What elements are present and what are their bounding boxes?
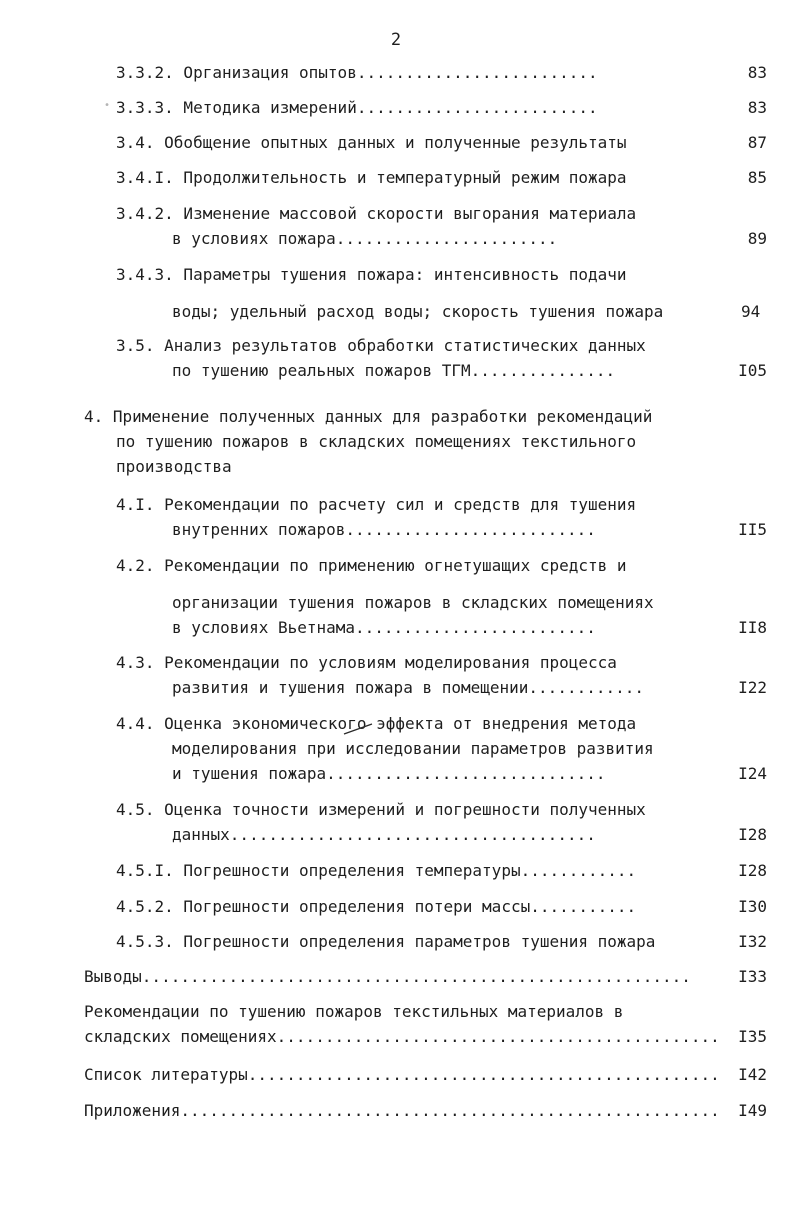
toc-entry-page: I30 — [738, 897, 767, 916]
toc-entry-title-cont: складских помещениях.............................................. — [84, 1027, 720, 1046]
toc-entry-page: 83 — [747, 98, 767, 117]
toc-entry-title-cont: воды; удельный расход воды; скорость тушения пожара — [172, 302, 664, 321]
toc-entry-title: 4.I. Рекомендации по расчету сил и средств для тушения — [116, 495, 637, 514]
toc-entry-4-1 — [116, 492, 767, 542]
toc-entry-title: 4.2. Рекомендации по применению огнетушащих средств и — [116, 556, 627, 575]
toc-entry-title: 4.5.2. Погрешности определения потери массы........... — [116, 897, 637, 916]
toc-entry-title-cont: производства — [116, 457, 232, 476]
toc-entry-3-4-2 — [116, 201, 767, 251]
toc-entry-title-cont: данных...................................... — [172, 825, 596, 844]
toc-entry-title: 3.4.3. Параметры тушения пожара: интенсивность подачи — [116, 265, 627, 284]
toc-entry-4-4 — [116, 711, 767, 786]
toc-entry-page: I28 — [738, 861, 767, 880]
pen-correction-mark — [342, 722, 376, 736]
toc-entry-page: 94 — [741, 302, 761, 321]
toc-entry-3-5 — [116, 333, 767, 383]
toc-entry-page: 85 — [747, 168, 767, 187]
toc-entry-title: 3.4.I. Продолжительность и температурный режим пожара — [116, 168, 627, 187]
toc-entry-3-4 — [116, 130, 767, 155]
toc-entry-recommendations — [84, 999, 767, 1049]
toc-entry-title-cont: по тушению пожаров в складских помещениях текстильного — [116, 432, 637, 451]
toc-entry-title-cont: в условиях пожара....................... — [172, 229, 558, 248]
toc-entry-title: Список литературы................................................. — [84, 1065, 720, 1084]
toc-entry-references — [84, 1062, 767, 1087]
toc-entry-title-cont: развития и тушения пожара в помещении............ — [172, 678, 645, 697]
toc-entry-page: I35 — [738, 1027, 767, 1046]
toc-entry-page: I05 — [738, 361, 767, 380]
toc-entry-3-3-2 — [116, 60, 767, 85]
toc-entry-4-3 — [116, 650, 767, 700]
toc-entry-page: 83 — [747, 63, 767, 82]
toc-entry-title: 4.4. Оценка экономического эффекта от внедрения метода — [116, 714, 637, 733]
toc-entry-page: I42 — [738, 1065, 767, 1084]
toc-entry-page: I33 — [738, 967, 767, 986]
toc-entry-title: 3.4.2. Изменение массовой скорости выгорания материала — [116, 204, 637, 223]
toc-entry-4-2 — [116, 553, 767, 640]
toc-entry-conclusions — [84, 964, 767, 989]
toc-entry-page: 87 — [747, 133, 767, 152]
toc-entry-page: I32 — [738, 932, 767, 951]
toc-entry-title: Выводы......................................................... — [84, 967, 691, 986]
toc-chapter-4 — [84, 404, 767, 479]
toc-entry-title: 4.5. Оценка точности измерений и погрешности полученных — [116, 800, 646, 819]
toc-entry-title-cont: и тушения пожара............................. — [172, 764, 606, 783]
toc-entry-title: 3.5. Анализ результатов обработки статистических данных — [116, 336, 646, 355]
toc-entry-page: II5 — [738, 520, 767, 539]
toc-entry-page: II8 — [738, 618, 767, 637]
toc-entry-page: I22 — [738, 678, 767, 697]
toc-entry-4-5-3 — [116, 929, 767, 954]
toc-entry-title: 3.3.2. Организация опытов......................... — [116, 63, 598, 82]
toc-entry-title-cont: организации тушения пожаров в складских помещениях — [172, 593, 654, 612]
toc-entry-4-5-2 — [116, 894, 767, 919]
toc-entry-title-cont: внутренних пожаров.......................... — [172, 520, 596, 539]
stray-mark: • — [104, 100, 111, 111]
toc-entry-title: 3.4. Обобщение опытных данных и полученные результаты — [116, 133, 627, 152]
toc-entry-title: Приложения........................................................ — [84, 1101, 720, 1120]
toc-entry-title: 4.3. Рекомендации по условиям моделирования процесса — [116, 653, 617, 672]
toc-entry-title-cont: моделирования при исследовании параметров развития — [172, 739, 654, 758]
toc-entry-page: I24 — [738, 764, 767, 783]
toc-entry-4-5-1 — [116, 858, 767, 883]
toc-entry-page: I49 — [738, 1101, 767, 1120]
toc-entry-title: 4.5.I. Погрешности определения температуры............ — [116, 861, 637, 880]
toc-entry-3-3-3 — [116, 95, 767, 120]
toc-entry-title-cont: в условиях Вьетнама......................... — [172, 618, 596, 637]
toc-entry-title: 3.3.3. Методика измерений......................... — [116, 98, 598, 117]
toc-entry-title: 4.5.3. Погрешности определения параметров тушения пожара — [116, 932, 656, 951]
toc-entry-title: 4. Применение полученных данных для разработки рекомендаций — [84, 407, 653, 426]
toc-entry-page: I28 — [738, 825, 767, 844]
toc-entry-title-cont: по тушению реальных пожаров ТГМ............... — [172, 361, 616, 380]
toc-entry-4-5 — [116, 797, 767, 847]
toc-entry-page: 89 — [747, 229, 767, 248]
toc-entry-appendices — [84, 1098, 767, 1123]
page-number: 2 — [390, 30, 402, 50]
toc-entry-3-4-3 — [116, 262, 767, 324]
toc-entry-title: Рекомендации по тушению пожаров текстильных материалов в — [84, 1002, 624, 1021]
toc-entry-3-4-1 — [116, 165, 767, 190]
